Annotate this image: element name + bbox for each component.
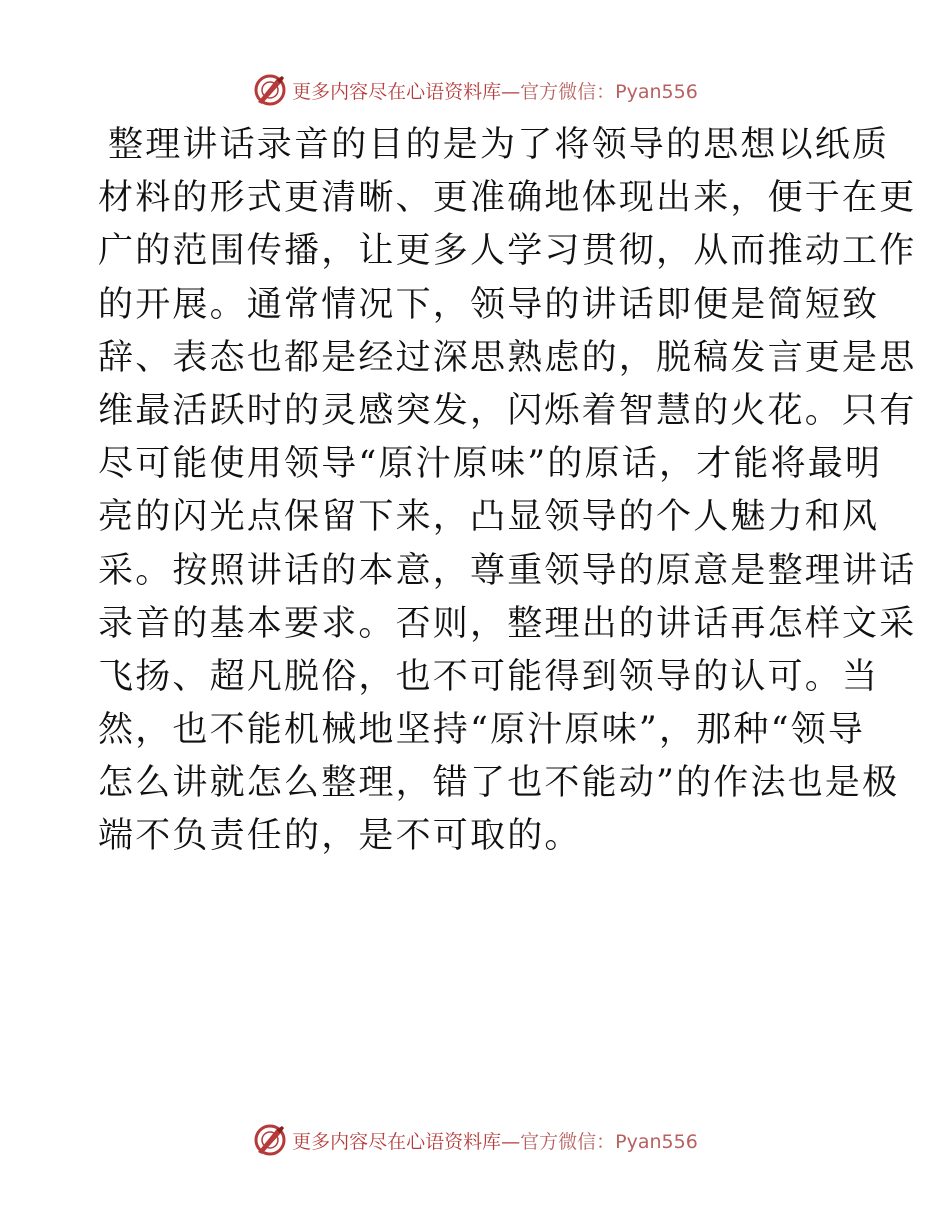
header-watermark-banner — [0, 70, 950, 110]
body-line: 材料的形式更清晰、更准确地体现出来，便于在更 — [98, 178, 917, 219]
body-line: 录音的基本要求。否则，整理出的讲话再怎样文采 — [98, 603, 917, 644]
pen-logo-icon — [252, 72, 288, 108]
header-banner-title: 更多内容尽在心语资料库— — [292, 80, 521, 103]
body-line: 整理讲话录音的目的是为了将领导的思想以纸质 — [108, 125, 890, 165]
footer-banner-title: 更多内容尽在心语资料库— — [292, 1130, 521, 1153]
header-banner-wechat: 官方微信：Pyan556 — [520, 80, 698, 103]
header-banner-text — [292, 77, 698, 104]
body-line: 怎么讲就怎么整理，错了也不能动”的作法也是极 — [98, 763, 900, 804]
body-line: 维最活跃时的灵感突发，闪烁着智慧的火花。只有 — [98, 390, 917, 431]
body-line: 飞扬、超凡脱俗，也不可能得到领导的认可。当 — [98, 656, 880, 697]
body-line: 广的范围传播，让更多人学习贯彻，从而推动工作 — [98, 231, 917, 272]
footer-banner-wechat: 官方微信：Pyan556 — [520, 1130, 698, 1153]
pen-logo-icon — [252, 1122, 288, 1158]
body-line: 然，也不能机械地坚持“原汁原味”，那种“领导 — [98, 710, 866, 751]
body-line: 采。按照讲话的本意，尊重领导的原意是整理讲话 — [98, 550, 917, 591]
body-line: 辞、表态也都是经过深思熟虑的，脱稿发言更是思 — [98, 337, 917, 378]
footer-banner-text — [292, 1127, 698, 1154]
body-line: 尽可能使用领导“原汁原味”的原话，才能将最明 — [98, 444, 883, 485]
body-line: 的开展。通常情况下，领导的讲话即便是简短致 — [98, 284, 880, 325]
body-line: 端不负责任的，是不可取的。 — [98, 816, 582, 857]
footer-watermark-banner — [0, 1120, 950, 1160]
document-body — [98, 119, 917, 864]
body-line: 亮的闪光点保留下来，凸显领导的个人魅力和风 — [98, 497, 880, 538]
